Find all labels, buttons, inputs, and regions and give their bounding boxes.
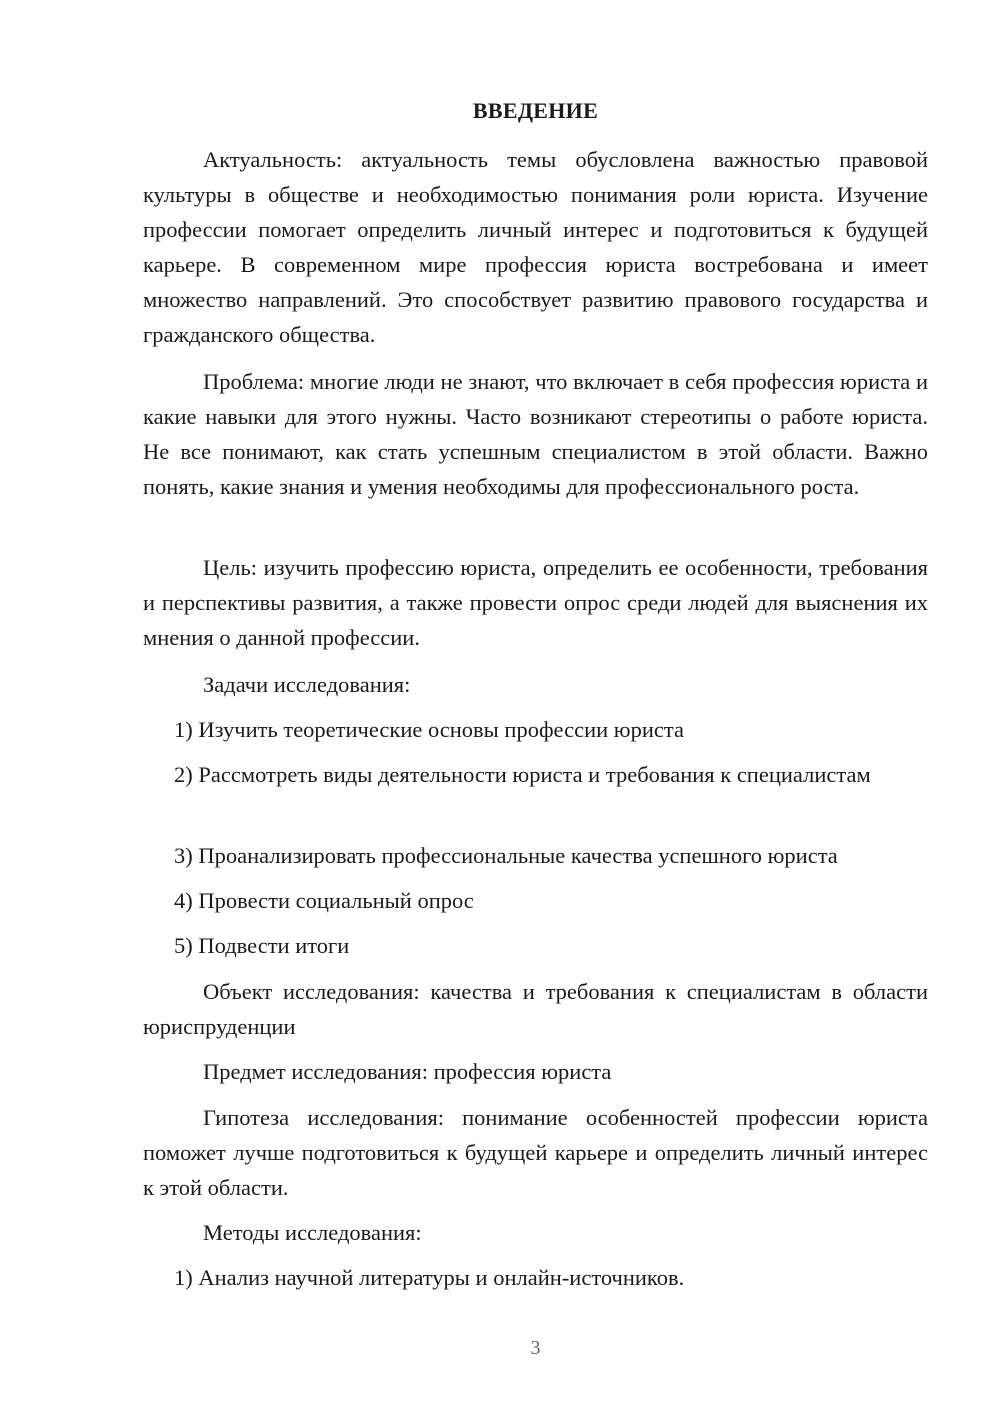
paragraph-goal: Цель: изучить профессию юриста, определить ее особенности, требования и перспективы развития, а также провести опрос среди людей для выяснения их мнения о данной профессии. (143, 555, 928, 650)
paragraph-subject: Предмет исследования: профессия юриста (203, 1059, 612, 1084)
tasks-heading: Задачи исследования: (203, 672, 411, 697)
paragraph-relevance: Актуальность: актуальность темы обусловлена важностью правовой культуры в обществе и необходимостью понимания роли юриста. Изучение профессии помогает определить личный интерес и подготовиться к будущей карьере. В современном мире профессия юриста востребована и имеет множество направлений. Это способствует развитию правового государства и гражданского общества. (143, 147, 928, 347)
task-item: 3) Проанализировать профессиональные качества успешного юриста (174, 843, 838, 868)
task-item: 4) Провести социальный опрос (174, 888, 474, 913)
task-item: 1) Изучить теоретические основы профессии юриста (174, 717, 684, 742)
section-title: ВВЕДЕНИЕ (472, 98, 599, 123)
paragraph-problem: Проблема: многие люди не знают, что включает в себя профессия юриста и какие навыки для этого нужны. Часто возникают стереотипы о работе юриста. Не все понимают, как стать успешным специалистом в этой области. Важно понять, какие знания и умения необходимы для профессионального роста. (143, 369, 928, 499)
document-page (143, 0, 928, 1414)
task-item: 5) Подвести итоги (174, 933, 350, 958)
method-item: 1) Анализ научной литературы и онлайн-источников. (174, 1265, 685, 1290)
task-item: 2) Рассмотреть виды деятельности юриста и требования к специалистам (174, 762, 871, 787)
page-number: 3 (530, 1337, 541, 1359)
paragraph-object: Объект исследования: качества и требования к специалистам в области юриспруденции (143, 979, 928, 1039)
methods-heading: Методы исследования: (203, 1220, 422, 1245)
paragraph-hypothesis: Гипотеза исследования: понимание особенностей профессии юриста поможет лучше подготовиться к будущей карьере и определить личный интерес к этой области. (143, 1105, 928, 1200)
